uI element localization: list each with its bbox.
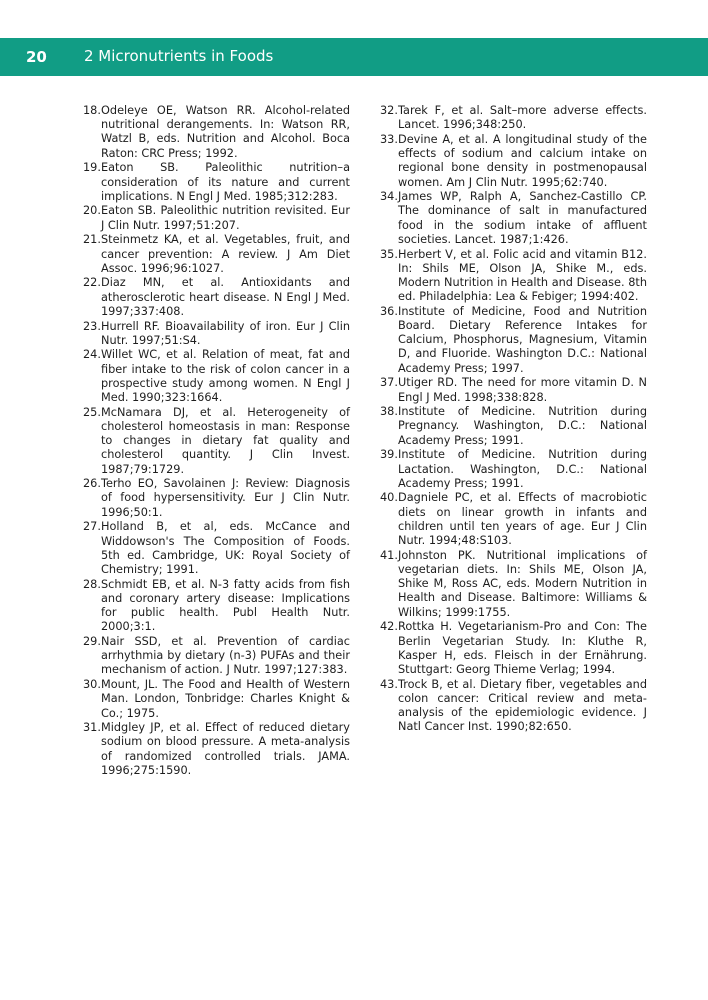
reference-item [380, 405, 647, 448]
reference-text: Herbert V, et al. Folic acid and vitamin B12. In: Shils ME, Olson JA, Shike M., eds. Modern Nutrition in Health and Disease. 8th ed. Philadelphia: Lea & Febiger; 1994:402. [398, 247, 647, 304]
reference-text: Hurrell RF. Bioavailability of iron. Eur J Clin Nutr. 1997;51:S4. [101, 319, 350, 347]
reference-item [83, 635, 350, 678]
reference-item [380, 133, 647, 190]
reference-item [83, 320, 350, 348]
reference-number: 22. [83, 276, 101, 290]
reference-text: Nair SSD, et al. Prevention of cardiac arrhythmia by dietary (n-3) PUFAs and their mechanism of action. J Nutr. 1997;127:383. [101, 635, 350, 677]
reference-text: Odeleye OE, Watson RR. Alcohol-related nutritional derangements. In: Watson RR, Watzl B, eds. Nutrition and Alcohol. Boca Raton: CRC Press; 1992. [101, 104, 350, 160]
reference-text: Devine A, et al. A longitudinal study of the effects of sodium and calcium intake on regional bone density in postmenopausal women. Am J Clin Nutr. 1995;62:740. [398, 132, 647, 189]
reference-item [380, 448, 647, 491]
reference-number: 40. [380, 491, 398, 505]
reference-number: 26. [83, 477, 101, 491]
reference-text: Steinmetz KA, et al. Vegetables, fruit, and cancer prevention: A review. J Am Diet Assoc. 1996;96:1027. [101, 233, 350, 275]
reference-number: 35. [380, 247, 398, 261]
reference-item [380, 248, 647, 305]
reference-text: Holland B, et al, eds. McCance and Widdowson's The Composition of Foods. 5th ed. Cambridge, UK: Royal Society of Chemistry; 1991. [101, 520, 350, 576]
reference-item [380, 376, 647, 404]
reference-number: 18. [83, 104, 101, 117]
reference-text: Eaton SB. Paleolithic nutrition–a consideration of its nature and current implications. N Engl J Med. 1985;312:283. [101, 161, 350, 203]
reference-text: Institute of Medicine, Food and Nutrition Board. Dietary Reference Intakes for Calcium, Phosphorus, Magnesium, Vitamin D, and Fluoride. Washington D.C.: National Academy Press; 1997. [398, 304, 647, 375]
reference-number: 34. [380, 190, 398, 204]
reference-text: Trock B, et al. Dietary fiber, vegetables and colon cancer: Critical review and meta-analysis of the epidemiologic evidence. J Natl Cancer Inst. 1990;82:650. [398, 677, 647, 734]
reference-number: 23. [83, 319, 101, 333]
reference-number: 21. [83, 233, 101, 247]
reference-item [83, 721, 350, 778]
reference-item [83, 233, 350, 276]
reference-text: Midgley JP, et al. Effect of reduced dietary sodium on blood pressure. A meta-analysis of randomized controlled trials. JAMA. 1996;275:1590. [101, 721, 350, 777]
reference-item [380, 305, 647, 376]
reference-number: 19. [83, 161, 101, 175]
reference-item [380, 678, 647, 735]
reference-number: 41. [380, 548, 398, 562]
reference-item [83, 161, 350, 204]
reference-number: 42. [380, 620, 398, 634]
reference-text: McNamara DJ, et al. Heterogeneity of cholesterol homeostasis in man: Response to changes in dietary fat quality and cholesterol quantity. J Clin Invest. 1987;79:1729. [101, 405, 350, 476]
reference-number: 37. [380, 376, 398, 390]
reference-item [380, 491, 647, 548]
reference-item [380, 549, 647, 620]
reference-item [380, 190, 647, 247]
reference-number: 25. [83, 405, 101, 419]
reference-item [83, 348, 350, 405]
reference-item [83, 520, 350, 577]
reference-number: 30. [83, 678, 101, 692]
reference-item [380, 104, 647, 132]
reference-number: 24. [83, 348, 101, 362]
reference-number: 20. [83, 204, 101, 218]
reference-number: 33. [380, 132, 398, 146]
reference-item [83, 406, 350, 477]
reference-text: Diaz MN, et al. Antioxidants and atherosclerotic heart disease. N Engl J Med. 1997;337:408. [101, 276, 350, 318]
reference-text: Dagniele PC, et al. Effects of macrobiotic diets on linear growth in infants and children until ten years of age. Eur J Clin Nutr. 1994;48:S103. [398, 491, 647, 548]
reference-item [83, 678, 350, 721]
reference-number: 36. [380, 304, 398, 318]
reference-text: Tarek F, et al. Salt–more adverse effects. Lancet. 1996;348:250. [398, 104, 647, 132]
reference-text: Eaton SB. Paleolithic nutrition revisited. Eur J Clin Nutr. 1997;51:207. [101, 204, 350, 232]
chapter-title: 2 Micronutrients in Foods [84, 47, 274, 65]
reference-text: James WP, Ralph A, Sanchez-Castillo CP. The dominance of salt in manufactured food in the sodium intake of affluent societies. Lancet. 1987;1:426. [398, 190, 647, 246]
reference-list-left [83, 104, 350, 779]
reference-text: Schmidt EB, et al. N-3 fatty acids from fish and coronary artery disease: Implications for public health. Publ Health Nutr. 2000;3:1. [101, 577, 350, 634]
reference-number: 38. [380, 405, 398, 419]
reference-number: 43. [380, 677, 398, 691]
reference-number: 28. [83, 577, 101, 591]
reference-list-right [380, 104, 647, 735]
reference-text: Willet WC, et al. Relation of meat, fat and fiber intake to the risk of colon cancer in a prospective study among women. N Engl J Med. 1990;323:1664. [101, 348, 350, 405]
reference-text: Rottka H. Vegetarianism-Pro and Con: The Berlin Vegetarian Study. In: Kluthe R, Kasper H, eds. Fleisch in der Ernährung. Stuttgart: Georg Thieme Verlag; 1994. [398, 620, 647, 676]
reference-text: Utiger RD. The need for more vitamin D. N Engl J Med. 1998;338:828. [398, 376, 647, 404]
reference-number: 27. [83, 520, 101, 534]
reference-text: Institute of Medicine. Nutrition during Lactation. Washington, D.C.: National Academy Press; 1991. [398, 448, 647, 490]
page-number: 20 [26, 48, 47, 66]
reference-text: Mount, JL. The Food and Health of Western Man. London, Tonbridge: Charles Knight & Co.; 1975. [101, 678, 350, 720]
reference-number: 39. [380, 448, 398, 462]
reference-item [380, 620, 647, 677]
reference-item [83, 204, 350, 232]
reference-text: Johnston PK. Nutritional implications of vegetarian diets. In: Shils ME, Olson JA, Shike M, Ross AC, eds. Modern Nutrition in Health and Disease. Baltimore: Williams & Wilkins; 1999:1755. [398, 548, 647, 619]
reference-item [83, 104, 350, 161]
reference-text: Institute of Medicine. Nutrition during Pregnancy. Washington, D.C.: National Academy Press; 1991. [398, 405, 647, 447]
reference-item [83, 578, 350, 635]
reference-text: Terho EO, Savolainen J: Review: Diagnosis of food hypersensitivity. Eur J Clin Nutr. 1996;50:1. [101, 477, 350, 519]
reference-number: 32. [380, 104, 398, 117]
reference-item [83, 477, 350, 520]
reference-number: 31. [83, 721, 101, 735]
reference-number: 29. [83, 635, 101, 649]
reference-item [83, 276, 350, 319]
